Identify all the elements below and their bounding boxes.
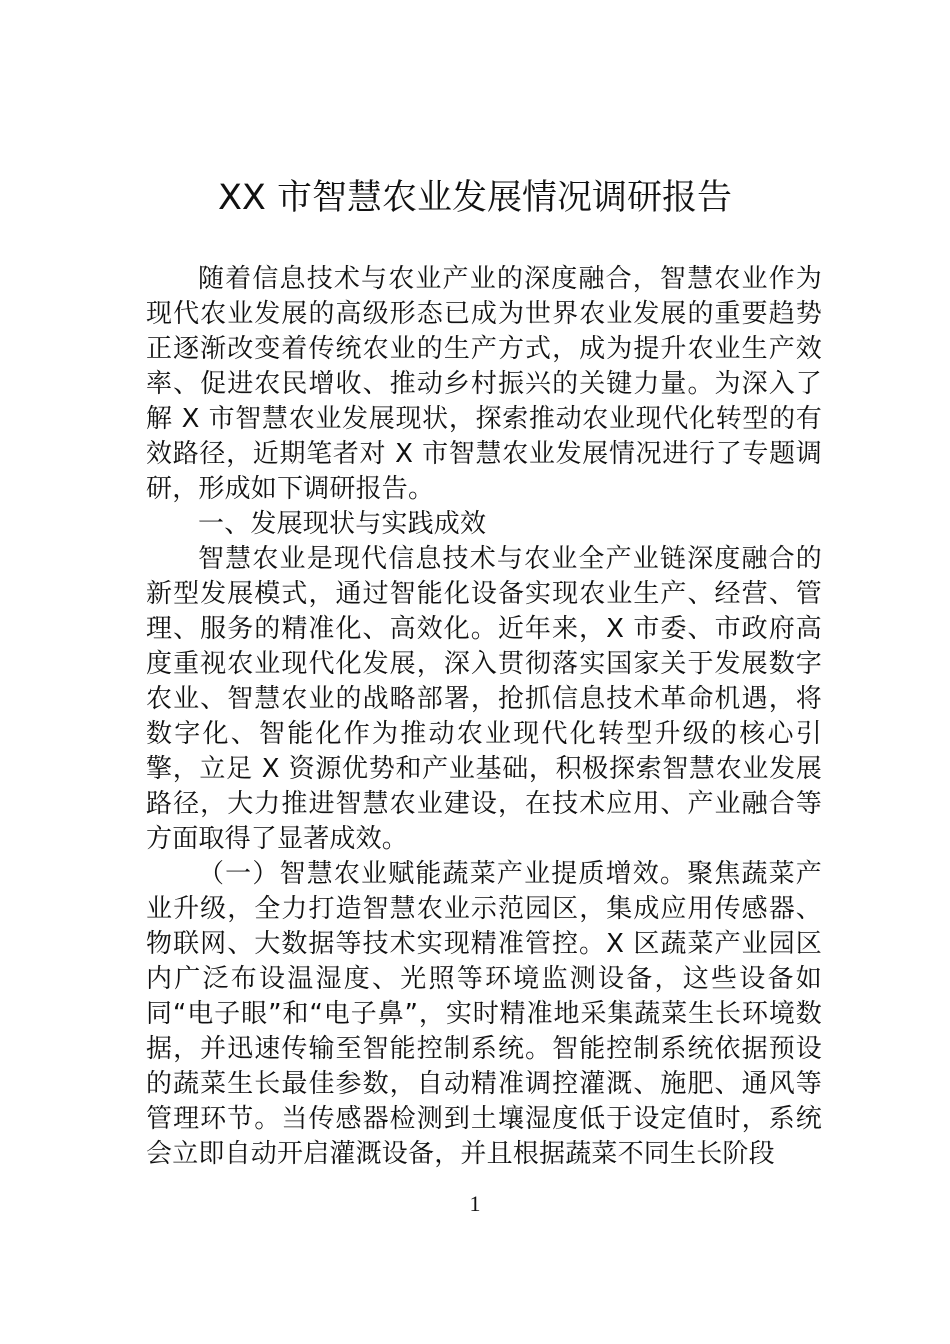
subsection-1-paragraph: （一）智慧农业赋能蔬菜产业提质增效。聚焦蔬菜产业升级，全力打造智慧农业示范园区，集成应用传感器、物联网、大数据等技术实现精准管控。X 区蔬菜产业园区内广泛布设温湿度、光照等环境监测设备，这些设备如同“电子眼”和“电子鼻”，实时精准地采集蔬菜生长环境数据，并迅速传输至智能控制系统。智能控制系统依据预设的蔬菜生长最佳参数，自动精准调控灌溉、施肥、通风等管理环节。当传感器检测到土壤湿度低于设定值时，系统会立即自动开启灌溉设备，并且根据蔬菜不同生长阶段: [146, 859, 822, 1169]
section-heading-1: 一、发展现状与实践成效: [198, 509, 487, 539]
document-body: [146, 262, 822, 1172]
section-1-paragraph: 智慧农业是现代信息技术与农业全产业链深度融合的新型发展模式，通过智能化设备实现农业生产、经营、管理、服务的精准化、高效化。近年来，X 市委、市政府高度重视农业现代化发展，深入贯彻落实国家关于发展数字农业、智慧农业的战略部署，抢抓信息技术革命机遇，将数字化、智能化作为推动农业现代化转型升级的核心引擎，立足 X 资源优势和产业基础，积极探索智慧农业发展路径，大力推进智慧农业建设，在技术应用、产业融合等方面取得了显著成效。: [146, 544, 822, 854]
page-number: 1: [469, 1191, 481, 1216]
intro-paragraph: 随着信息技术与农业产业的深度融合，智慧农业作为现代农业发展的高级形态已成为世界农业发展的重要趋势正逐渐改变着传统农业的生产方式，成为提升农业生产效率、促进农民增收、推动乡村振兴的关键力量。为深入了解 X 市智慧农业发展现状，探索推动农业现代化转型的有效路径，近期笔者对 X 市智慧农业发展情况进行了专题调研，形成如下调研报告。: [146, 264, 822, 504]
document-title: XX 市智慧农业发展情况调研报告: [217, 178, 733, 218]
